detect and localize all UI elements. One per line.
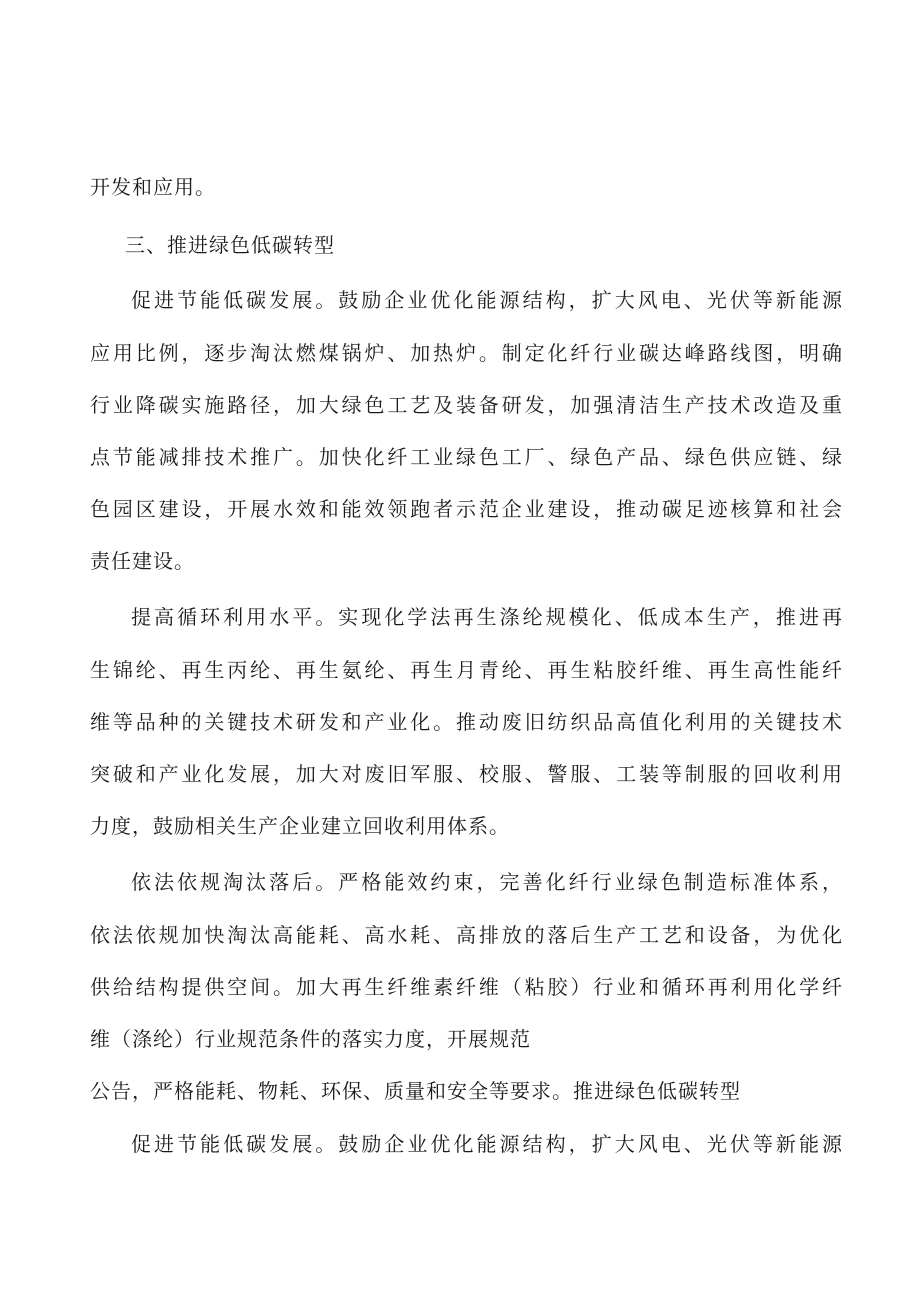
paragraph-line: 维（涤纶）行业规范条件的落实力度，开展规范 bbox=[90, 1027, 531, 1051]
paragraph-line: 力度，鼓励相关生产企业建立回收利用体系。 bbox=[90, 814, 510, 838]
paragraph-line: 依法依规淘汰落后。严格能效约束，完善化纤行业绿色制造标准体系， bbox=[131, 870, 842, 894]
paragraph-line: 公告，严格能耗、物耗、环保、质量和安全等要求。推进绿色低碳转型 bbox=[90, 1079, 741, 1103]
paragraph-line: 点节能减排技术推广。加快化纤工业绿色工厂、绿色产品、绿色供应链、绿 bbox=[90, 445, 842, 469]
paragraph-tail-line: 开发和应用。 bbox=[90, 175, 216, 199]
paragraph-line: 色园区建设，开展水效和能效领跑者示范企业建设，推动碳足迹核算和社会 bbox=[90, 497, 842, 521]
paragraph-line: 责任建设。 bbox=[90, 549, 195, 573]
paragraph-line: 促进节能低碳发展。鼓励企业优化能源结构，扩大风电、光伏等新能源 bbox=[131, 1132, 842, 1156]
paragraph-line: 突破和产业化发展，加大对废旧军服、校服、警服、工装等制服的回收利用 bbox=[90, 762, 842, 786]
paragraph-line: 维等品种的关键技术研发和产业化。推动废旧纺织品高值化利用的关键技术 bbox=[90, 710, 842, 734]
paragraph-line: 生锦纶、再生丙纶、再生氨纶、再生月青纶、再生粘胶纤维、再生高性能纤 bbox=[90, 658, 842, 682]
paragraph-line: 行业降碳实施路径，加大绿色工艺及装备研发，加强清洁生产技术改造及重 bbox=[90, 393, 842, 417]
paragraph-line: 供给结构提供空间。加大再生纤维素纤维（粘胶）行业和循环再利用化学纤 bbox=[90, 975, 842, 999]
paragraph-line: 促进节能低碳发展。鼓励企业优化能源结构，扩大风电、光伏等新能源 bbox=[131, 288, 842, 312]
paragraph-line: 依法依规加快淘汰高能耗、高水耗、高排放的落后生产工艺和设备，为优化 bbox=[90, 923, 842, 947]
section-heading: 三、推进绿色低碳转型 bbox=[125, 233, 335, 257]
paragraph-line: 提高循环利用水平。实现化学法再生涤纶规模化、低成本生产，推进再 bbox=[131, 605, 842, 629]
paragraph-line: 应用比例，逐步淘汰燃煤锅炉、加热炉。制定化纤行业碳达峰路线图，明确 bbox=[90, 341, 842, 365]
